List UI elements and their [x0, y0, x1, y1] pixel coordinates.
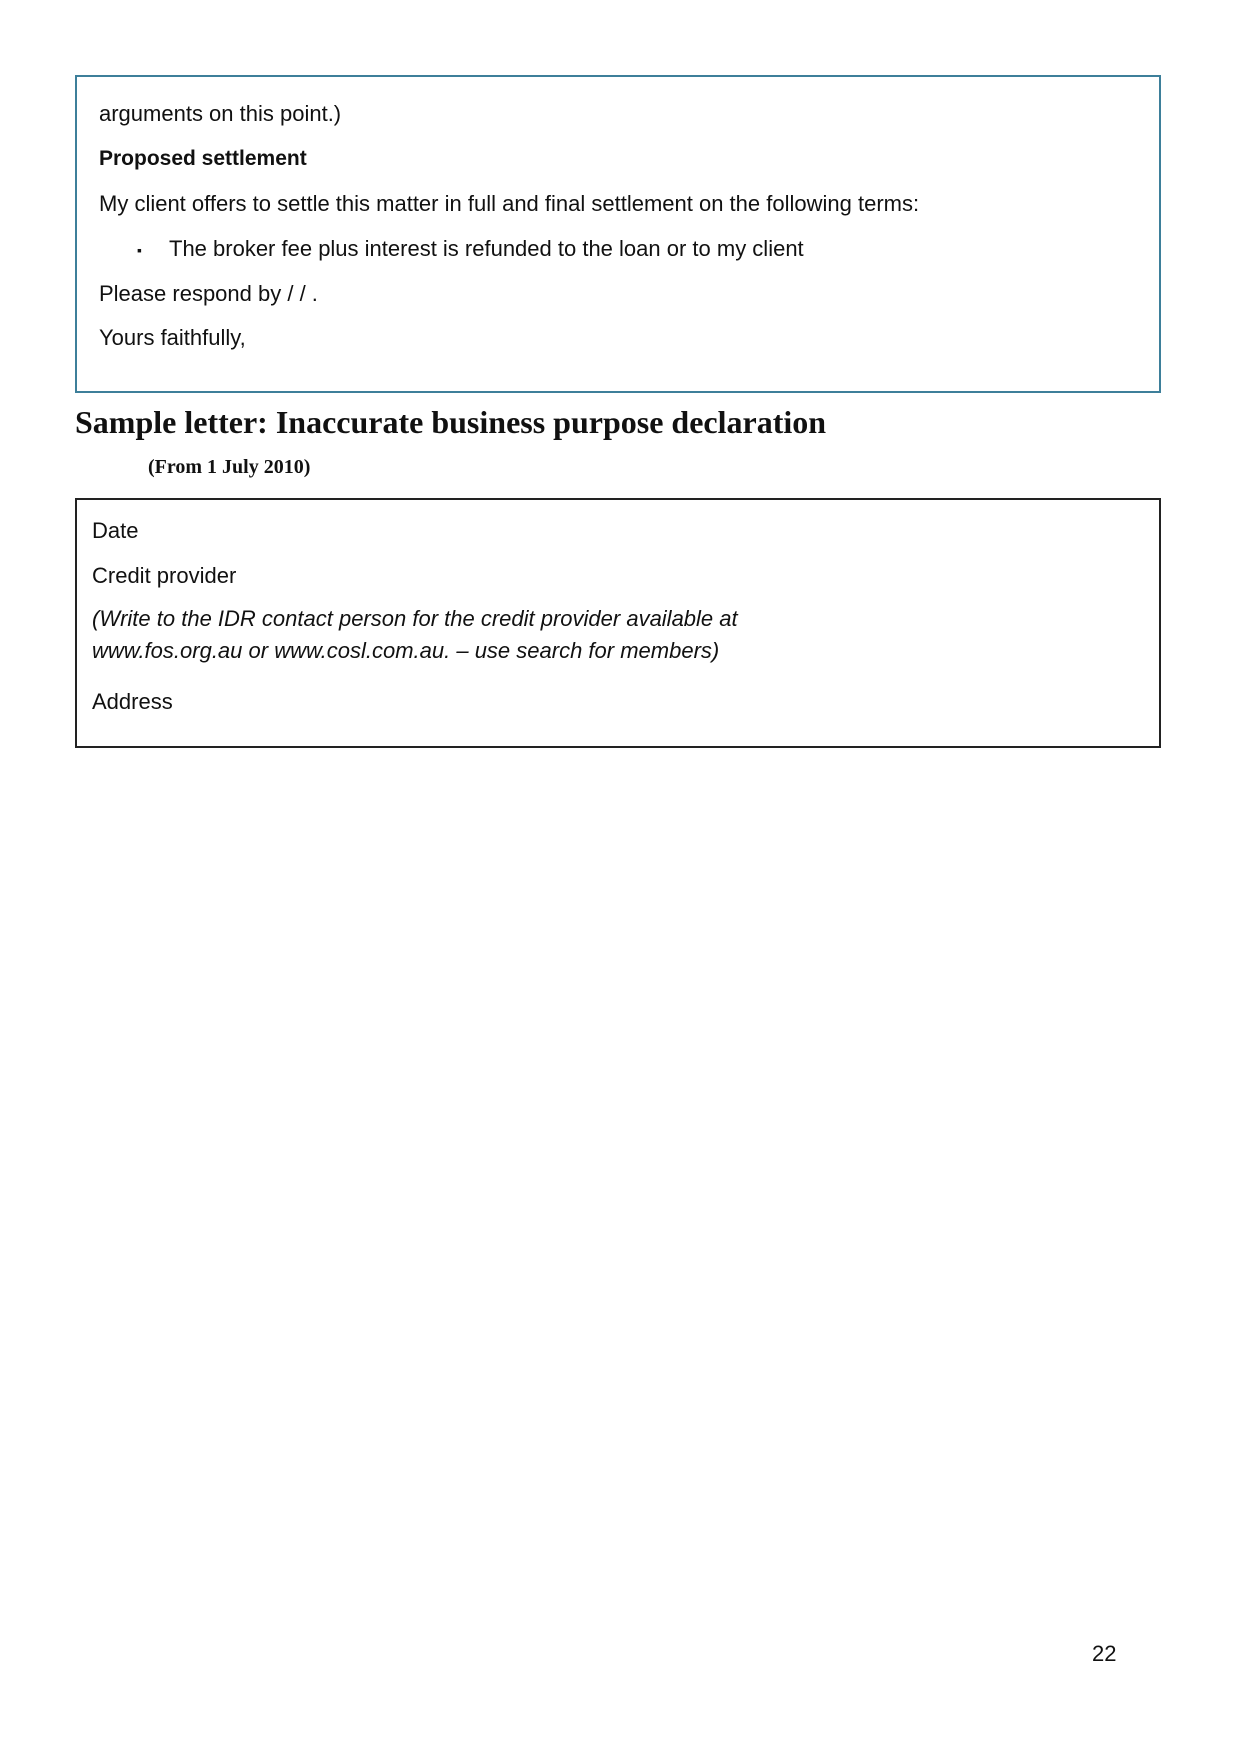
section-title: Sample letter: Inaccurate business purpose declaration	[75, 404, 827, 440]
date-label: Date	[92, 518, 139, 543]
page-number: 22	[1092, 1641, 1117, 1666]
settlement-term-list-item	[137, 236, 804, 262]
sign-off-text: Yours faithfully,	[99, 325, 246, 350]
continuation-text: arguments on this point.)	[99, 101, 342, 126]
letter-continuation-box	[75, 75, 1161, 393]
section-subtitle: (From 1 July 2010)	[148, 456, 311, 478]
proposed-settlement-heading: Proposed settlement	[99, 147, 307, 170]
address-label: Address	[92, 689, 173, 714]
respond-by-text: Please respond by / / .	[99, 281, 318, 306]
credit-provider-label: Credit provider	[92, 563, 237, 588]
bullet-icon: ▪	[137, 242, 142, 259]
offer-text: My client offers to settle this matter in full and final settlement on the following terms:	[99, 191, 920, 216]
idr-instruction-text: (Write to the IDR contact person for the credit provider available at www.fos.org.au or www.cosl.com.au. – use search for members)	[92, 606, 738, 663]
settlement-term-text: The broker fee plus interest is refunded to the loan or to my client	[169, 236, 804, 261]
sample-letter-box	[75, 498, 1161, 748]
